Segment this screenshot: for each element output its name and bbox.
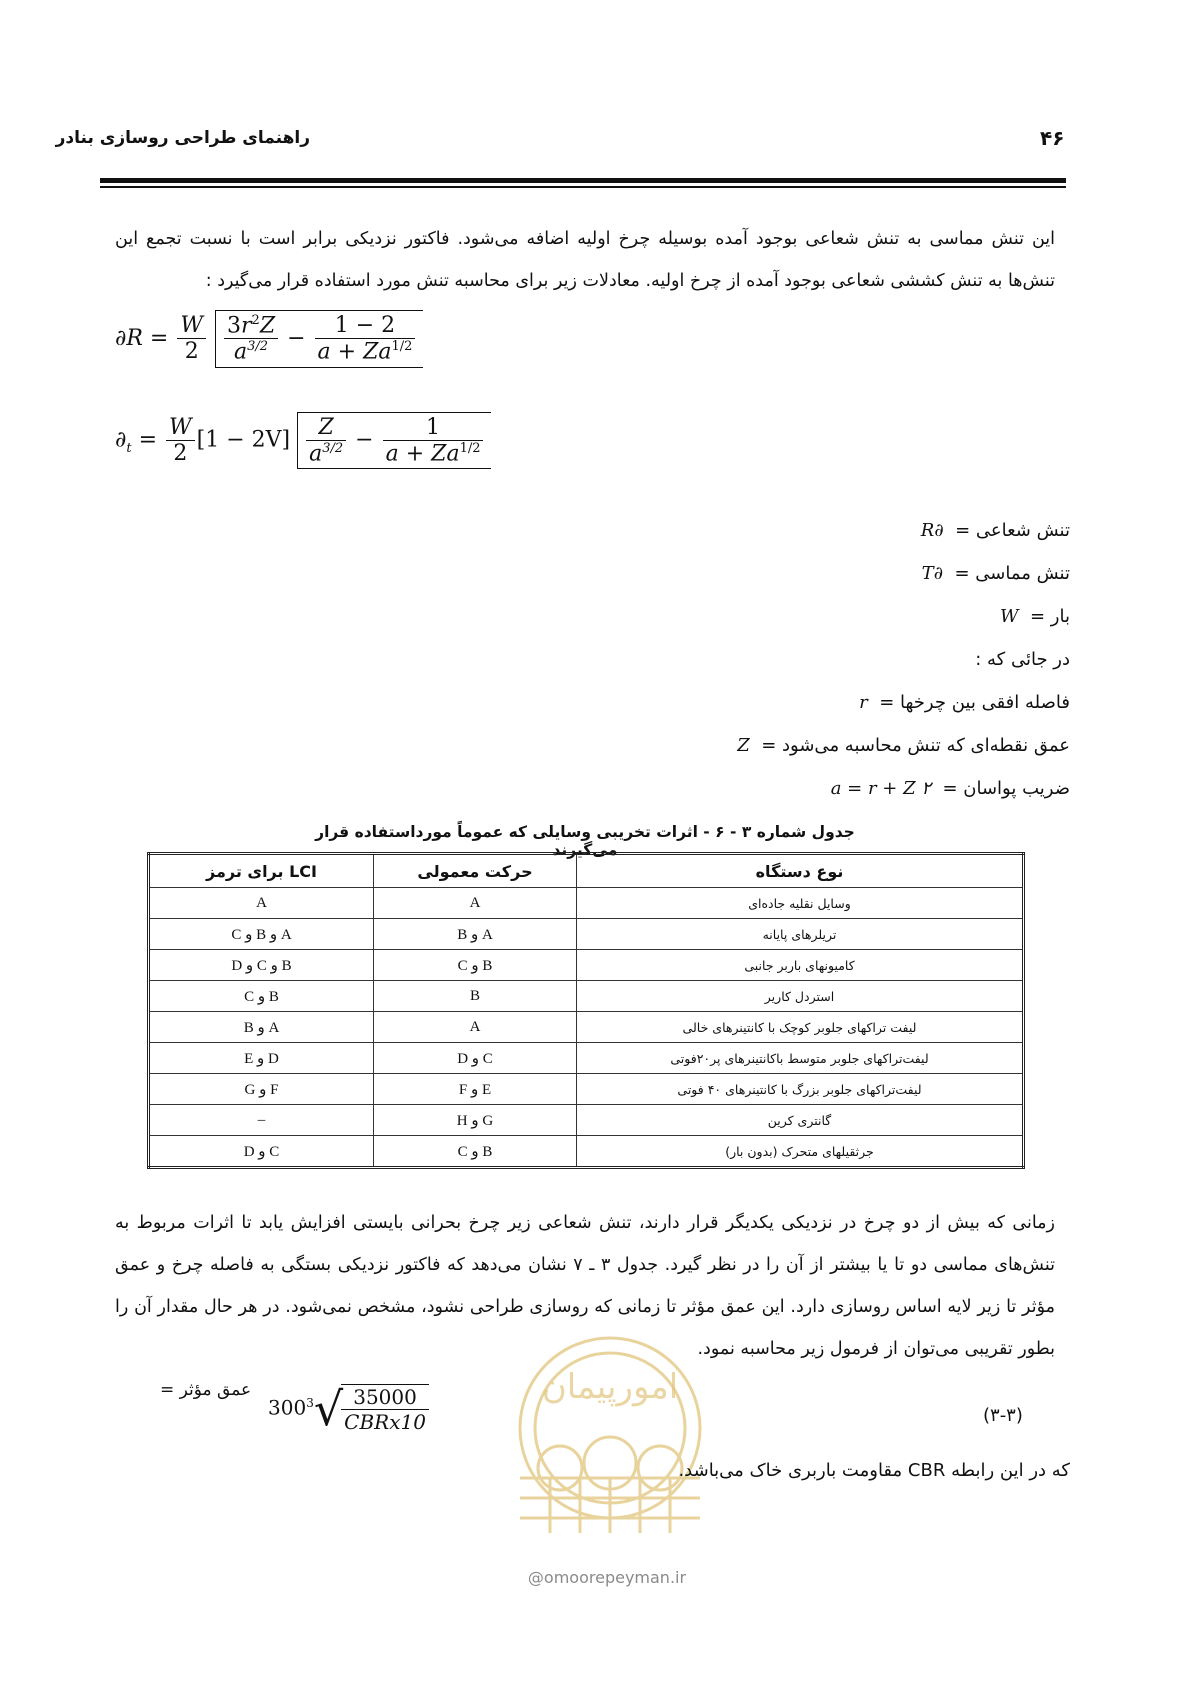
definition-where: در جائی که :: [975, 649, 1070, 670]
eq1-bracket: $\frac{3r^2Z}{a^{3/2}}$ − $\frac{1 - 2}{a + Za^{1/2}}$: [215, 310, 423, 368]
definition-poisson: ضریب پواسان = a = r + Z ۲: [830, 778, 1070, 799]
watermark-logo: [495, 1328, 725, 1548]
root-index: 3: [306, 1395, 314, 1410]
page-number: ۴۶: [1040, 126, 1065, 150]
table-row: استردل کاریر B B و C: [149, 981, 1024, 1012]
equation-radial-stress: [115, 310, 423, 368]
table-row: جرثقیلهای متحرک (بدون بار) B و C C و D: [149, 1136, 1024, 1168]
eq1-w-over-2: $\frac{W}{2}$: [177, 313, 206, 364]
header-device-type: نوع دستگاه: [577, 854, 1024, 888]
table-row: وسایل نقلیه جاده‌ای A A: [149, 888, 1024, 919]
eq2-bracket: $\frac{Z}{a^{3/2}}$ − $\frac{1}{a + Za^{1/2}}$: [297, 412, 491, 469]
table-row: لیفت‌تراکهای جلوبر بزرگ با کانتینرهای ۴۰ فوتی E و F F و G: [149, 1074, 1024, 1105]
table-row: لیفت‌تراکهای جلوبر متوسط باکانتینرهای پر۲۰فوتی C و D D و E: [149, 1043, 1024, 1074]
watermark-text: امورپیمان: [541, 1367, 679, 1407]
eq2-subscript: t: [126, 441, 132, 457]
intro-paragraph: این تنش مماسی به تنش شعاعی بوجود آمده بوسیله چرخ اولیه اضافه می‌شود. فاکتور نزدیکی برابر است با نسبت تجمع این تنش‌ها به تنش کششی شعاعی بوجود آمده از چرخ اولیه. معادلات زیر برای محاسبه تنش مورد استفاده قرار می‌گیرد :: [115, 229, 1055, 291]
equation-number: (۳-۳): [983, 1405, 1023, 1426]
definition-tangential-stress: تنش مماسی = ∂T: [921, 563, 1070, 584]
definition-load: بار = W: [1000, 606, 1070, 627]
header-rule-thin: [100, 186, 1066, 188]
formula-numerator: 35000: [341, 1385, 429, 1410]
header-normal-movement: حرکت معمولی: [374, 854, 577, 888]
table-header-row: [149, 854, 1024, 888]
cbr-note: که در این رابطه CBR مقاومت باربری خاک می‌باشد.: [678, 1460, 1070, 1481]
table-row: گانتری کرین G و H –: [149, 1105, 1024, 1136]
formula-coefficient: 300: [268, 1395, 307, 1420]
table-row: لیفت تراکهای جلوبر کوچک با کانتینرهای خالی A A و B: [149, 1012, 1024, 1043]
eq2-partial: ∂: [115, 427, 127, 453]
body-paragraph: زمانی که بیش از دو چرخ در نزدیکی یکدیگر قرار دارند، تنش شعاعی زیر چرخ بحرانی بایستی افزایش یابد تا اثرات مربوط به تنش‌های مماسی دو تا یا بیشتر از آن را در نظر گیرد. جدول ۳ ـ ۷ نشان می‌دهد که فاکتور نزدیکی بستگی به فاصله چرخ و عمق مؤثر تا زیر لایه اساس روسازی دارد. این عمق مؤثر تا زمانی که روسازی طراحی نشود، مشخص نمی‌شود. در هر حال مقدار آن را بطور تقریبی می‌توان از فرمول زیر محاسبه نمود.: [115, 1213, 1055, 1359]
definition-depth: عمق نقطه‌ای که تنش محاسبه می‌شود = Z: [737, 735, 1070, 756]
table-row: تریلرهای پایانه A و B A و B و C: [149, 919, 1024, 950]
damage-effects-table: [147, 852, 1025, 1169]
formula-denominator: CBRx10: [344, 1410, 426, 1434]
effective-depth-label: عمق مؤثر =: [160, 1380, 252, 1400]
definition-wheel-distance: فاصله افقی بین چرخها = r: [859, 692, 1070, 713]
table-row: کامیونهای باربر جانبی B و C B و C و D: [149, 950, 1024, 981]
definition-radial-stress: تنش شعاعی = ∂R: [920, 520, 1070, 541]
effective-depth-formula: [268, 1382, 431, 1436]
header-rule-thick: [100, 178, 1066, 183]
watermark-url: @omoorepeyman.ir: [527, 1568, 687, 1587]
header-lci-braking: LCI برای ترمز: [149, 854, 374, 888]
radical-sign: √: [313, 1382, 344, 1436]
equation-tangential-stress: $\partial_t$ = $\frac{W}{2}$ [1 − 2V] $\frac{Z}{a^{3/2}}$ − $\frac{1}{a + Za^{1/2}}$: [115, 412, 491, 469]
eq1-lhs: ∂R =: [115, 325, 169, 351]
running-header-title: راهنمای طراحی روسازی بنادر: [55, 128, 310, 148]
eq2-poisson-term: [1 − 2V]: [196, 427, 291, 453]
table-caption: جدول شماره ۳ - ۶ - اثرات تخریبی وسایلی که عموماً مورداستفاده قرار می‌گیرند: [315, 823, 855, 859]
